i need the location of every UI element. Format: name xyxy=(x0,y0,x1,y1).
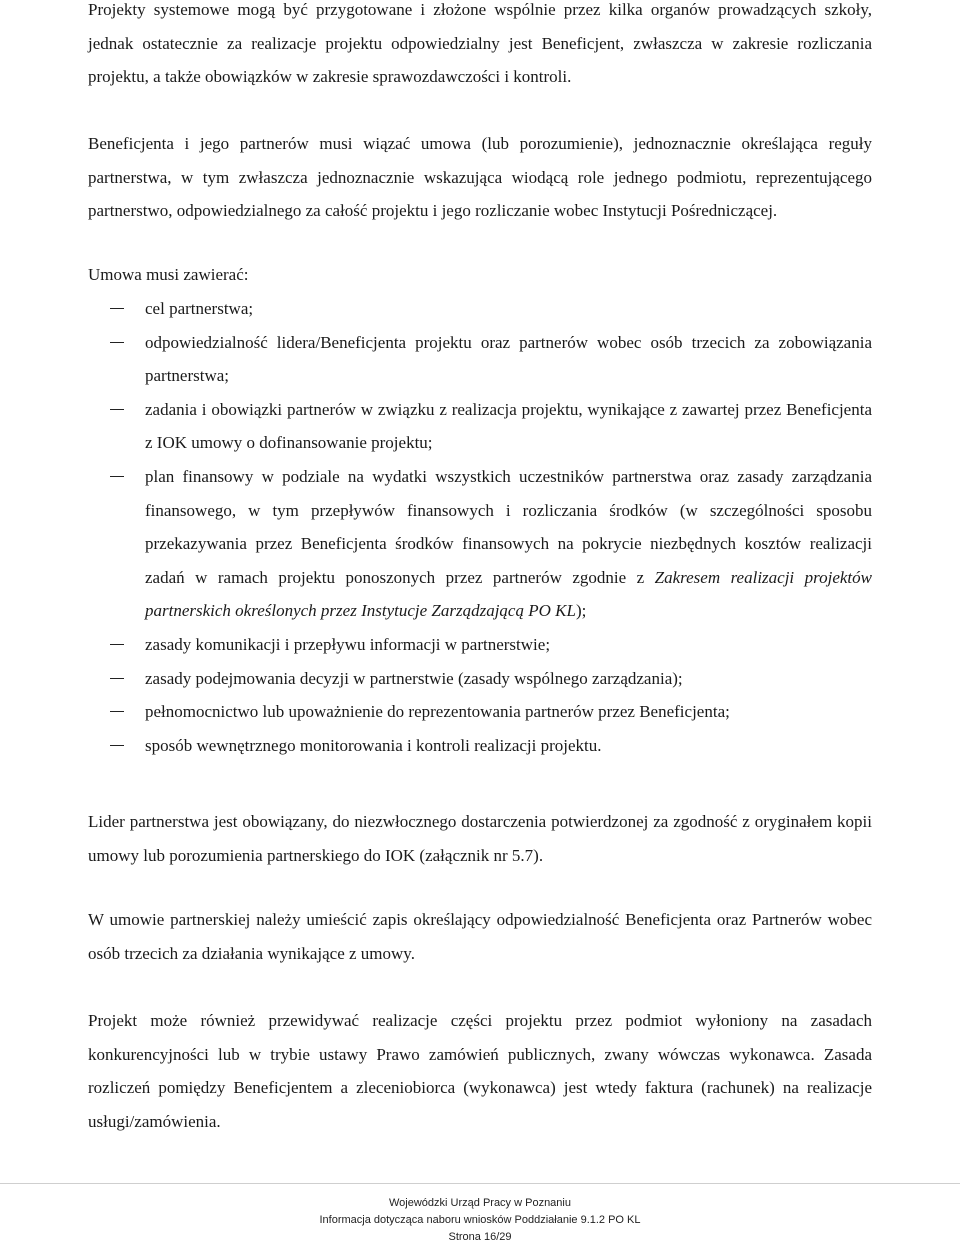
dash-bullet-icon xyxy=(110,308,124,309)
list-item xyxy=(88,393,872,460)
dash-bullet-icon xyxy=(110,476,124,477)
list-item-text: zadania i obowiązki partnerów w związku z realizacja projektu, wynikające z zawartej przez Beneficjenta z IOK umowy o dofinansowanie projektu; xyxy=(145,399,872,453)
list-item-text: pełnomocnictwo lub upoważnienie do reprezentowania partnerów przez Beneficjenta; xyxy=(145,702,730,722)
paragraph-partnership-agreement: Beneficjenta i jego partnerów musi wiązać umowa (lub porozumienie), jednoznacznie określająca reguły partnerstwa, w tym zwłaszcza jednoznacznie wskazująca wiodącą role jednego podmiotu, reprezentującego partnerstwo, odpowiedzialnego za całość projektu i jego rozliczanie wobec Instytucji Pośredniczącej. xyxy=(88,134,872,221)
dash-bullet-icon xyxy=(110,678,124,679)
list-item-text: sposób wewnętrznego monitorowania i kontroli realizacji projektu. xyxy=(145,735,602,755)
paragraph-liability-clause: W umowie partnerskiej należy umieścić zapis określający odpowiedzialność Beneficjenta oraz Partnerów wobec osób trzecich za działania wynikające z umowy. xyxy=(88,910,872,963)
paragraph-systemic-projects: Projekty systemowe mogą być przygotowane i złożone wspólnie przez kilka organów prowadzących szkoły, jednak ostatecznie za realizacje projektu odpowiedzialny jest Beneficjent, zwłaszcza w zakresie rozliczania projektu, a także obowiązków w zakresie sprawozdawczości i kontroli. xyxy=(88,0,872,87)
page-footer xyxy=(0,1183,960,1246)
list-item xyxy=(88,628,872,662)
finance-plan-italic-reference: Zakresem realizacji projektów partnerskich określonych przez Instytucje Zarządzającą PO KL xyxy=(145,567,872,621)
paragraph-subcontracting: Projekt może również przewidywać realizacje części projektu przez podmiot wyłoniony na zasadach konkurencyjności lub w trybie ustawy Prawo zamówień publicznych, zwany wówczas wykonawca. Zasada rozliczeń pomiędzy Beneficjentem a zleceniobiorca (wykonawca) jest wtedy faktura (rachunek) na realizacje usługi/zamówienia. xyxy=(88,1011,872,1131)
footer-page-number: Strona 16/29 xyxy=(448,1231,512,1243)
list-item-finance-plan xyxy=(88,460,872,628)
list-item xyxy=(88,729,872,763)
dash-bullet-icon xyxy=(110,644,124,645)
finance-plan-text-end: ); xyxy=(575,601,587,621)
list-item xyxy=(88,662,872,696)
dash-bullet-icon xyxy=(110,409,124,410)
list-item xyxy=(88,292,872,326)
paragraph-agreement-must-contain: Umowa musi zawierać: xyxy=(88,265,249,284)
list-item xyxy=(88,326,872,393)
list-item-text: cel partnerstwa; xyxy=(145,299,254,318)
finance-plan-text: plan finansowy w podziale na wydatki wszystkich uczestników partnerstwa oraz zasady zarządzania finansowego, w tym przepływów finansowych i rozliczania środków (w szczególności sposobu przekazywania przez Beneficjenta środków finansowych na pokrycie niezbędnych kosztów realizacji zadań w ramach projektu ponoszonych przez partnerów zgodnie z xyxy=(145,466,872,587)
agreement-requirements-list xyxy=(88,292,872,762)
dash-bullet-icon xyxy=(110,711,124,712)
footer-document-title: Informacja dotycząca naboru wniosków Poddziałanie 9.1.2 PO KL xyxy=(319,1214,641,1226)
list-item-text: odpowiedzialność lidera/Beneficjenta projektu oraz partnerów wobec osób trzecich za zobowiązania partnerstwa; xyxy=(145,332,872,386)
paragraph-partnership-leader: Lider partnerstwa jest obowiązany, do niezwłocznego dostarczenia potwierdzonej za zgodność z oryginałem kopii umowy lub porozumienia partnerskiego do IOK (załącznik nr 5.7). xyxy=(88,812,872,865)
list-item-text: zasady podejmowania decyzji w partnerstwie (zasady wspólnego zarządzania); xyxy=(145,668,683,688)
list-item xyxy=(88,695,872,729)
dash-bullet-icon xyxy=(110,745,124,746)
footer-institution: Wojewódzki Urząd Pracy w Poznaniu xyxy=(389,1197,571,1209)
list-item-text: zasady komunikacji i przepływu informacji w partnerstwie; xyxy=(145,634,551,654)
dash-bullet-icon xyxy=(110,342,124,343)
